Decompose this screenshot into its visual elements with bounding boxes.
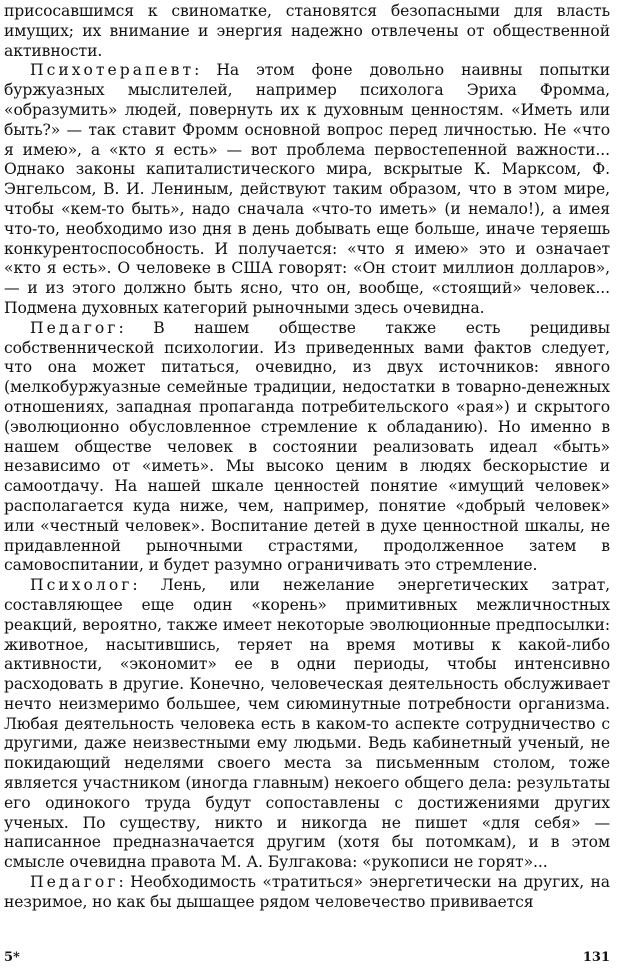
page-footer	[4, 950, 610, 965]
speaker-name: Педагог	[30, 318, 119, 337]
body-text	[4, 2, 610, 913]
paragraph-text: : Лень, или нежелание энергетических затрат, составляющее еще один «корень» примитивных межличностных реакций, вероятно, также имеет некоторые эволюционные предпосылки: животное, насытившись, теряет на время мотивы к какой-либо активности, «экономит» ее в одни периоды, чтобы интенсивно расходовать в другие. Конечно, человеческая деятельность обслуживает нечто неизмеримо большее, чем сиюминутные потребности организма. Любая деятельность человека есть в каком-то аспекте сотрудничество с другими, даже неизвестными ему людьми. Ведь кабинетный ученый, не покидающий неделями своего места за письменным столом, тоже является участником (иногда главным) некоего общего дела: результаты его одинокого труда будут сопоставлены с достижениями других ученых. По существу, никто и никогда не пишет «для себя» — написанное предназначается другим (хотя бы потомкам), и в этом смысле очевидна правота М. А. Булгакова: «рукописи не горят»...	[4, 576, 610, 872]
paragraph-text: : На этом фоне довольно наивны попытки буржуазных мыслителей, например психолога Эриха Фромма, «образумить» людей, повернуть их к духовным ценностям. «Иметь или быть?» — так ставит Фромм основной вопрос перед личностью. Не «что я имею», а «кто я есть» — вот проблема первостепенной важности... Однако законы капиталистического мира, вскрытые К. Марксом, Ф. Энгельсом, В. И. Лениным, действуют таким образом, что в этом мире, чтобы «кем-то быть», надо сначала «что-то иметь» (и немало!), а имея что-то, необходимо изо дня в день добывать еще больше, иначе теряешь конкурентоспособность. И получается: «что я имею» это и означает «кто я есть». О человеке в США говорят: «Он стоит миллион долларов», — и из этого должно быть ясно, что он, вообще, «стоящий» человек... Подмена духовных категорий рыночными здесь очевидна.	[4, 61, 610, 317]
paragraph-pedagogue	[4, 319, 610, 576]
paragraph-text: : Необходимость «тратиться» энергетически на других, на незримое, но как бы дышащее рядом человечество прививается	[4, 873, 610, 911]
signature-mark: 5*	[4, 950, 20, 965]
speaker-name: Психолог	[30, 576, 133, 595]
page-number: 131	[582, 950, 610, 965]
paragraph-psychotherapist	[4, 61, 610, 318]
paragraph-text: : В нашем обществе также есть рецидивы собственнической психологии. Из приведенных вами фактов следует, что она может питаться, очевидно, из двух источников: явного (мелкобуржуазные семейные традиции, недостатки в товарно-денежных отношениях, западная пропаганда потребительского «рая») и скрытого (эволюционно обусловленное стремление к обладанию). Но именно в нашем обществе человек в состоянии реализовать идеал «быть» независимо от «иметь». Мы высоко ценим в людях бескорыстие и самоотдачу. На нашей шкале ценностей понятие «имущий человек» располагается куда ниже, чем, например, понятие «добрый человек» или «честный человек». Воспитание детей в духе ценностной шкалы, не придавленной рыночными страстями, продолженное затем в самовоспитании, и будет разумно ограничивать это стремление.	[4, 318, 610, 575]
paragraph-text: присосавшимся к свиноматке, становятся безопасными для власть имущих; их внимание и энергия надежно отвлечены от общественной активности.	[4, 2, 610, 60]
paragraph-continuation	[4, 2, 610, 61]
paragraph-pedagogue-2	[4, 873, 610, 913]
speaker-name: Педагог	[30, 873, 119, 892]
speaker-name: Психотерапевт	[30, 61, 195, 80]
paragraph-psychologist	[4, 576, 610, 873]
